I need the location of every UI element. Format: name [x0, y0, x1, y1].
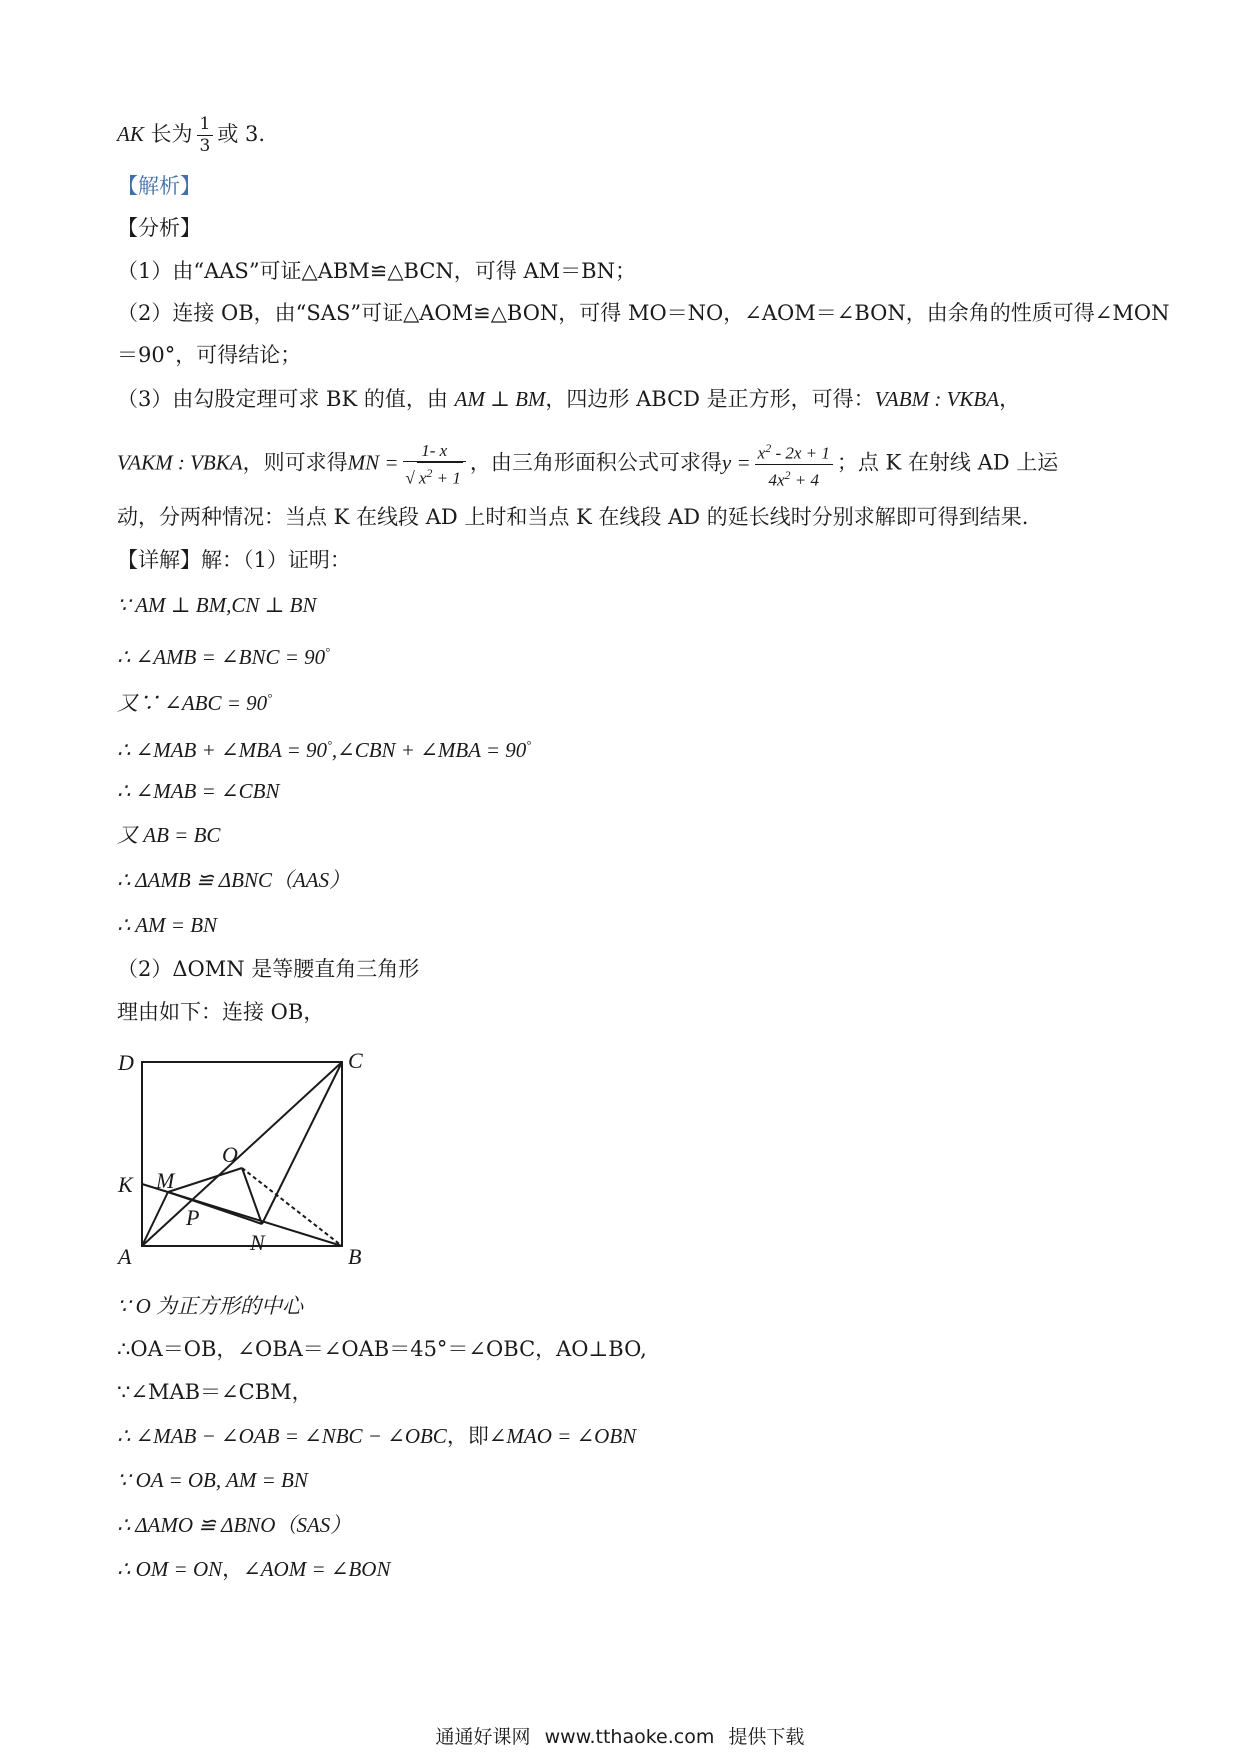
section-jiexi: 【解析】 [117, 174, 201, 198]
proof-step-2: ∴ ∠AMB = ∠BNC = 90° [117, 645, 330, 669]
part2-title: （2）ΔOMN 是等腰直角三角形 [117, 957, 420, 981]
part2-reason: 理由如下：连接 OB， [117, 1000, 325, 1024]
proof-step-6: 又 AB = BC [117, 823, 221, 847]
segment-nc [262, 1062, 342, 1224]
label-p: P [186, 1205, 200, 1230]
analysis-3: （3）由勾股定理可求 BK 的值，由 AM ⊥ BM，四边形 ABCD 是正方形，可得：VABM : VKBA， [117, 387, 1021, 411]
proof-step-4: ∴ ∠MAB + ∠MBA = 90°,∠CBN + ∠MBA = 90° [117, 738, 532, 762]
label-a: A [118, 1244, 132, 1269]
label-m: M [156, 1168, 175, 1193]
label-k: K [118, 1172, 133, 1197]
label-n: N [250, 1230, 265, 1255]
proof-step-1: ∵ AM ⊥ BM,CN ⊥ BN [117, 593, 317, 617]
mn-fraction: $\frac{1- x}{√ x^2 + 1}$ [403, 440, 466, 489]
label-b: B [348, 1244, 362, 1269]
proof2-step-3: ∵∠MAB＝∠CBM， [117, 1380, 313, 1404]
analysis-3-cont: 动，分两种情况：当点 K 在线段 AD 上时和当点 K 在线段 AD 的延长线时分别求解即可得到结果. [117, 505, 1029, 529]
y-fraction: $\frac{x^2 - 2x + 1}{4x^2 + 4}$ [755, 438, 833, 490]
page-footer [0, 1722, 1240, 1749]
fraction-one-third: $\frac{1}{3}$ [197, 114, 214, 157]
label-o: O [222, 1142, 238, 1167]
answer-line [117, 114, 265, 157]
proof-step-5: ∴ ∠MAB = ∠CBN [117, 779, 280, 803]
analysis-2: （2）连接 OB，由“SAS”可证△AOM≌△BON，可得 MO＝NO，∠AOM＝∠BON，由余角的性质可得∠MON [117, 301, 1170, 325]
proof2-step-4: ∴ ∠MAB − ∠OAB = ∠NBC − ∠OBC，即∠MAO = ∠OBN [117, 1424, 637, 1448]
footer-site: 通通好课网 [435, 1726, 531, 1748]
label-d: D [118, 1050, 134, 1075]
answer-text: 长为 [143, 122, 193, 146]
proof2-step-1: ∵ O 为正方形的中心 [117, 1294, 304, 1318]
proof2-step-7: ∴ OM = ON，∠AOM = ∠BON [117, 1557, 391, 1581]
segment-ac [142, 1062, 342, 1246]
proof-step-7: ∴ ΔAMB ≌ ΔBNC（AAS） [117, 868, 351, 892]
proof-step-8: ∴ AM = BN [117, 913, 218, 937]
segment-am [142, 1192, 168, 1246]
section-fenxi: 【分析】 [117, 216, 201, 240]
section-xiangjie: 【详解】解：（1）证明： [117, 548, 351, 572]
footer-url[interactable]: www.tthaoke.com [544, 1726, 715, 1748]
label-c: C [348, 1050, 363, 1073]
analysis-2-cont: ＝90°，可得结论； [117, 343, 302, 367]
answer-tail: 或 3. [217, 122, 266, 146]
proof-step-3: 又∵ ∠ABC = 90° [117, 691, 272, 715]
ak-var: AK [117, 122, 144, 146]
analysis-3-formulas: VAKM : VBKA，则可求得MN = $\frac{1- x}{√ x^2 + 1}$ ，由三角形面积公式可求得y = $\frac{x^2 - 2x + 1}{4x^2 + 4}$ ；点 K 在射线 AD 上运 [117, 438, 1058, 490]
proof2-step-6: ∴ ΔAMO ≌ ΔBNO（SAS） [117, 1513, 352, 1537]
proof2-step-5: ∵ OA = OB, AM = BN [117, 1468, 308, 1492]
geometry-figure [112, 1050, 372, 1270]
analysis-1: （1）由“AAS”可证△ABM≌△BCN，可得 AM＝BN； [117, 259, 636, 283]
proof2-step-2: ∴OA＝OB，∠OBA＝∠OAB＝45°＝∠OBC，AO⊥BO, [117, 1337, 647, 1361]
footer-action: 提供下载 [728, 1726, 805, 1748]
